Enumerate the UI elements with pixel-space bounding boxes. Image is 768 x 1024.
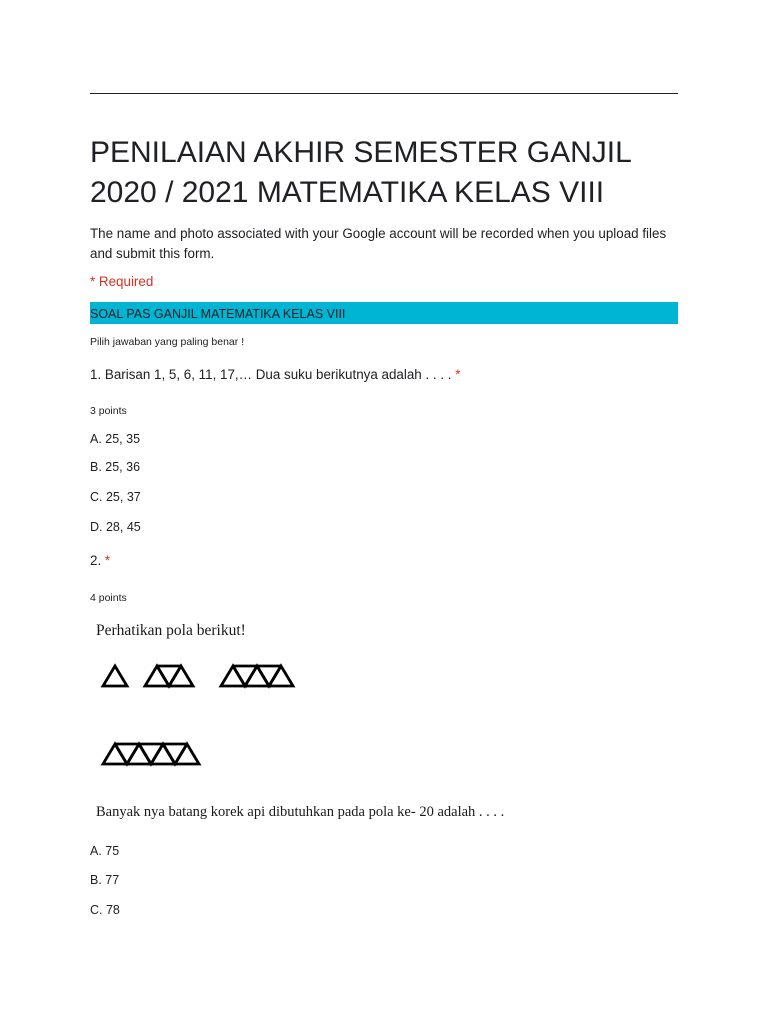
- form-title: PENILAIAN AKHIR SEMESTER GANJIL 2020 / 2021 MATEMATIKA KELAS VIII: [90, 136, 631, 209]
- question-2-points: 4 points: [90, 592, 127, 604]
- question-1-option-d[interactable]: D. 28, 45: [90, 520, 141, 534]
- account-notice: The name and photo associated with your Google account will be recorded when you upload files and submit this form.: [90, 226, 667, 261]
- question-2-option-a[interactable]: A. 75: [90, 844, 120, 858]
- section-title: SOAL PAS GANJIL MATEMATIKA KELAS VIII: [90, 307, 346, 321]
- pattern-3: [221, 666, 293, 686]
- question-2-option-c[interactable]: C. 78: [90, 903, 120, 917]
- matchstick-inverted-triangle: [139, 744, 163, 764]
- section-header: [90, 302, 678, 324]
- pattern-2: [145, 666, 193, 686]
- matchstick-inverted-triangle: [257, 666, 281, 686]
- matchstick-inverted-triangle: [157, 666, 181, 686]
- pattern-4: [103, 744, 199, 764]
- matchstick-triangle: [103, 666, 127, 686]
- matchstick-triangle: [175, 744, 199, 764]
- matchstick-triangle: [245, 666, 269, 686]
- question-1-text: 1. Barisan 1, 5, 6, 11, 17,… Dua suku berikutnya adalah . . . .: [90, 367, 452, 382]
- matchstick-triangle: [127, 744, 151, 764]
- matchstick-triangle: [145, 666, 169, 686]
- question-1-option-b[interactable]: B. 25, 36: [90, 460, 141, 474]
- section-instruction: Pilih jawaban yang paling benar !: [90, 336, 245, 348]
- matchstick-triangle: [103, 744, 127, 764]
- pattern-1: [103, 666, 127, 686]
- matchstick-triangle: [269, 666, 293, 686]
- matchstick-triangle: [221, 666, 245, 686]
- question-2-image-question: Banyak nya batang korek api dibutuhkan pada pola ke- 20 adalah . . . .: [96, 804, 505, 820]
- matchstick-inverted-triangle: [163, 744, 187, 764]
- question-1-title: [90, 366, 460, 384]
- matchstick-inverted-triangle: [115, 744, 139, 764]
- question-2-option-b[interactable]: B. 77: [90, 873, 120, 887]
- matchstick-inverted-triangle: [233, 666, 257, 686]
- matchstick-pattern-figure: [95, 650, 415, 780]
- matchstick-triangle: [151, 744, 175, 764]
- question-1-option-c[interactable]: C. 25, 37: [90, 490, 141, 504]
- header-divider: [90, 93, 678, 94]
- required-asterisk: *: [455, 367, 461, 382]
- question-2-text: 2.: [90, 553, 102, 568]
- question-1-option-a[interactable]: A. 25, 35: [90, 432, 141, 446]
- matchstick-triangle: [169, 666, 193, 686]
- question-2-title: [90, 552, 110, 570]
- required-asterisk: *: [104, 553, 111, 568]
- question-1-points: 3 points: [90, 405, 127, 417]
- required-legend: * Required: [90, 274, 154, 289]
- question-2-image-heading: Perhatikan pola berikut!: [96, 622, 246, 639]
